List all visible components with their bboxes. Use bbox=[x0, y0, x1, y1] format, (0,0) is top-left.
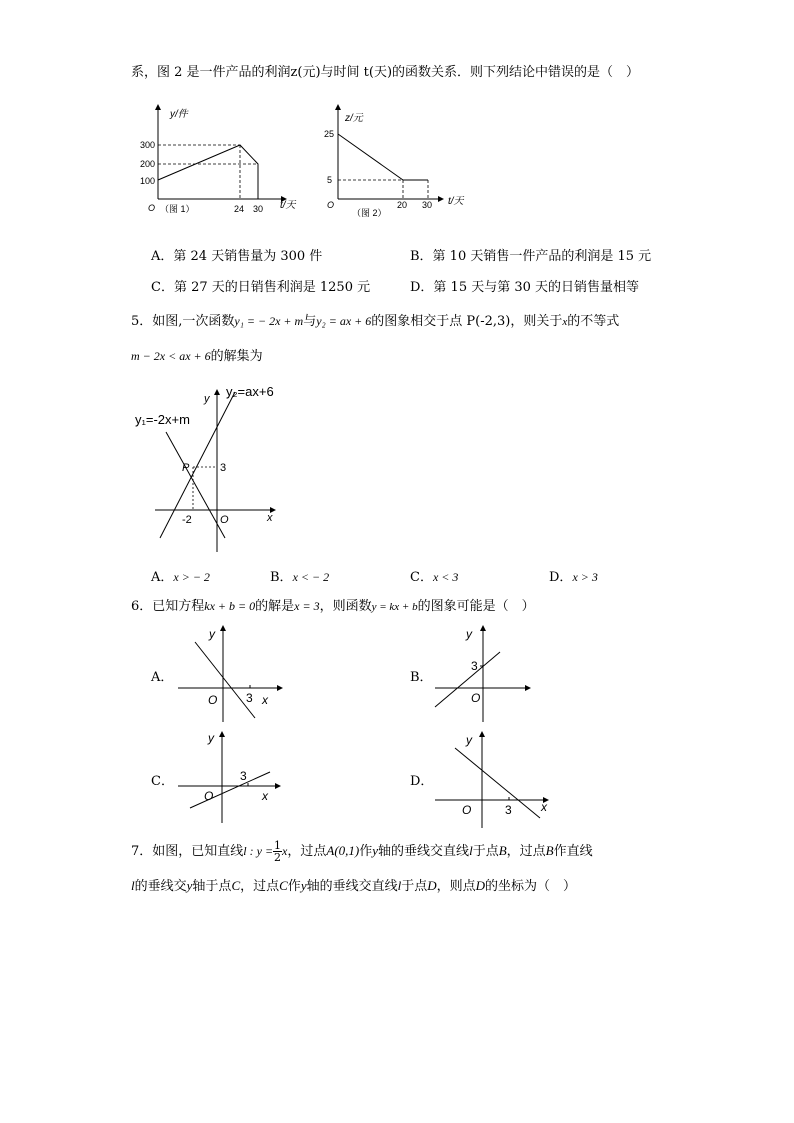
fig1-caption: （图 1） bbox=[160, 204, 195, 214]
svg-text:x: x bbox=[262, 693, 268, 707]
fig1-xlabel: t/天 bbox=[280, 200, 296, 211]
fig2-ytick-25: 25 bbox=[324, 129, 335, 139]
q6-stem: 6．已知方程kx + b = 0的解是x = 3，则函数y = kx + b的图象可能是（ ） bbox=[131, 599, 535, 614]
fig1-xtick-30: 30 bbox=[253, 204, 264, 214]
svg-text:y: y bbox=[466, 627, 472, 641]
q6-graph-b[interactable] bbox=[430, 622, 550, 727]
q6-option-b-label[interactable]: B． bbox=[410, 670, 433, 685]
q5-ytick-3: 3 bbox=[220, 462, 227, 474]
fig2-caption: （图 2） bbox=[352, 208, 387, 218]
q4-figure-1 bbox=[138, 100, 308, 225]
q6-graph-d[interactable] bbox=[430, 728, 560, 828]
fig2-ylabel: z/元 bbox=[345, 113, 363, 124]
q7-stem-line1: 7．如图，已知直线l : y = $\frac{1}{2}$ x，过点A(0,1)作y轴的垂线交直线l于点B，过点B作直线 bbox=[131, 839, 593, 864]
q6-graph-a[interactable] bbox=[170, 622, 290, 727]
fig2-profit-line bbox=[338, 134, 428, 180]
q6-graph-c[interactable] bbox=[170, 728, 290, 828]
q6-c-line bbox=[190, 772, 270, 808]
fig1-xtick-24: 24 bbox=[234, 204, 245, 214]
q7-stem-line2: l的垂线交y轴于点C，过点C作y轴的垂线交直线l于点D，则点D的坐标为（ ） bbox=[131, 878, 577, 894]
svg-text:x: x bbox=[541, 800, 547, 814]
q5-line2-label: y₂=ax+6 bbox=[226, 384, 274, 399]
q6-a-line bbox=[195, 642, 255, 718]
q4-option-d[interactable]: D．第 15 天与第 30 天的日销售量相等 bbox=[410, 280, 640, 295]
q5-origin: O bbox=[220, 514, 229, 526]
q4-option-b[interactable]: B．第 10 天销售一件产品的利润是 15 元 bbox=[410, 249, 652, 264]
q4-stem: 系，图 2 是一件产品的利润z(元)与时间 t(天)的函数关系．则下列结论中错误的是（ ） bbox=[131, 65, 640, 80]
svg-text:O: O bbox=[204, 789, 214, 803]
fig1-origin: O bbox=[148, 203, 156, 213]
svg-text:3: 3 bbox=[471, 659, 478, 673]
q4-option-a[interactable]: A．第 24 天销售量为 300 件 bbox=[151, 249, 323, 264]
fig1-ytick-200: 200 bbox=[140, 159, 156, 169]
fig2-xtick-30: 30 bbox=[422, 200, 433, 210]
svg-text:O: O bbox=[462, 803, 472, 817]
svg-text:3: 3 bbox=[246, 691, 253, 705]
fig2-xtick-20: 20 bbox=[397, 200, 408, 210]
q6-option-d-label[interactable]: D． bbox=[410, 774, 434, 789]
svg-text:O: O bbox=[471, 691, 481, 705]
svg-text:y: y bbox=[208, 731, 214, 745]
q5-option-d[interactable]: D．x > 3 bbox=[549, 570, 598, 585]
q5-figure bbox=[130, 380, 290, 560]
q5-line-y1 bbox=[166, 432, 225, 538]
q5-point-label: P bbox=[182, 462, 190, 474]
q6-b-line bbox=[435, 652, 500, 707]
q5-line1-label: y₁=-2x+m bbox=[135, 412, 190, 427]
svg-text:O: O bbox=[208, 693, 218, 707]
q5-option-b[interactable]: B．x < − 2 bbox=[270, 570, 330, 585]
svg-text:3: 3 bbox=[505, 803, 512, 817]
svg-text:3: 3 bbox=[240, 769, 247, 783]
q4-figure-2 bbox=[318, 100, 478, 225]
q5-option-c[interactable]: C．x < 3 bbox=[410, 570, 459, 585]
q5-option-a[interactable]: A．x > − 2 bbox=[151, 570, 210, 585]
q5-stem-line1: 5．如图,一次函数y₁ = − 2x + m与y₂ = ax + 6的图象相交于点 P(-2,3)，则关于x的不等式 bbox=[131, 314, 620, 329]
q4-option-c[interactable]: C．第 27 天的日销售利润是 1250 元 bbox=[151, 280, 371, 295]
svg-text:y: y bbox=[466, 733, 472, 747]
fig2-origin: O bbox=[327, 200, 335, 210]
q6-option-a-label[interactable]: A． bbox=[151, 670, 174, 685]
svg-text:y: y bbox=[209, 627, 215, 641]
fig1-ylabel: y/件 bbox=[170, 109, 188, 120]
q5-xtick-neg2: -2 bbox=[182, 514, 192, 526]
fig1-ytick-300: 300 bbox=[140, 140, 156, 150]
fig2-ytick-5: 5 bbox=[327, 175, 333, 185]
q5-x-axis-label: x bbox=[267, 512, 273, 524]
fig1-sales-line bbox=[158, 145, 258, 199]
q7-fraction: $\frac{1}{2}$ bbox=[274, 839, 282, 864]
q5-y-axis-label: y bbox=[204, 393, 210, 405]
q6-option-c-label[interactable]: C． bbox=[151, 774, 174, 789]
svg-text:x: x bbox=[262, 789, 268, 803]
q5-stem-line2: m − 2x < ax + 6的解集为 bbox=[131, 349, 263, 364]
fig2-xlabel: t/天 bbox=[448, 196, 464, 207]
fig1-ytick-100: 100 bbox=[140, 176, 156, 186]
